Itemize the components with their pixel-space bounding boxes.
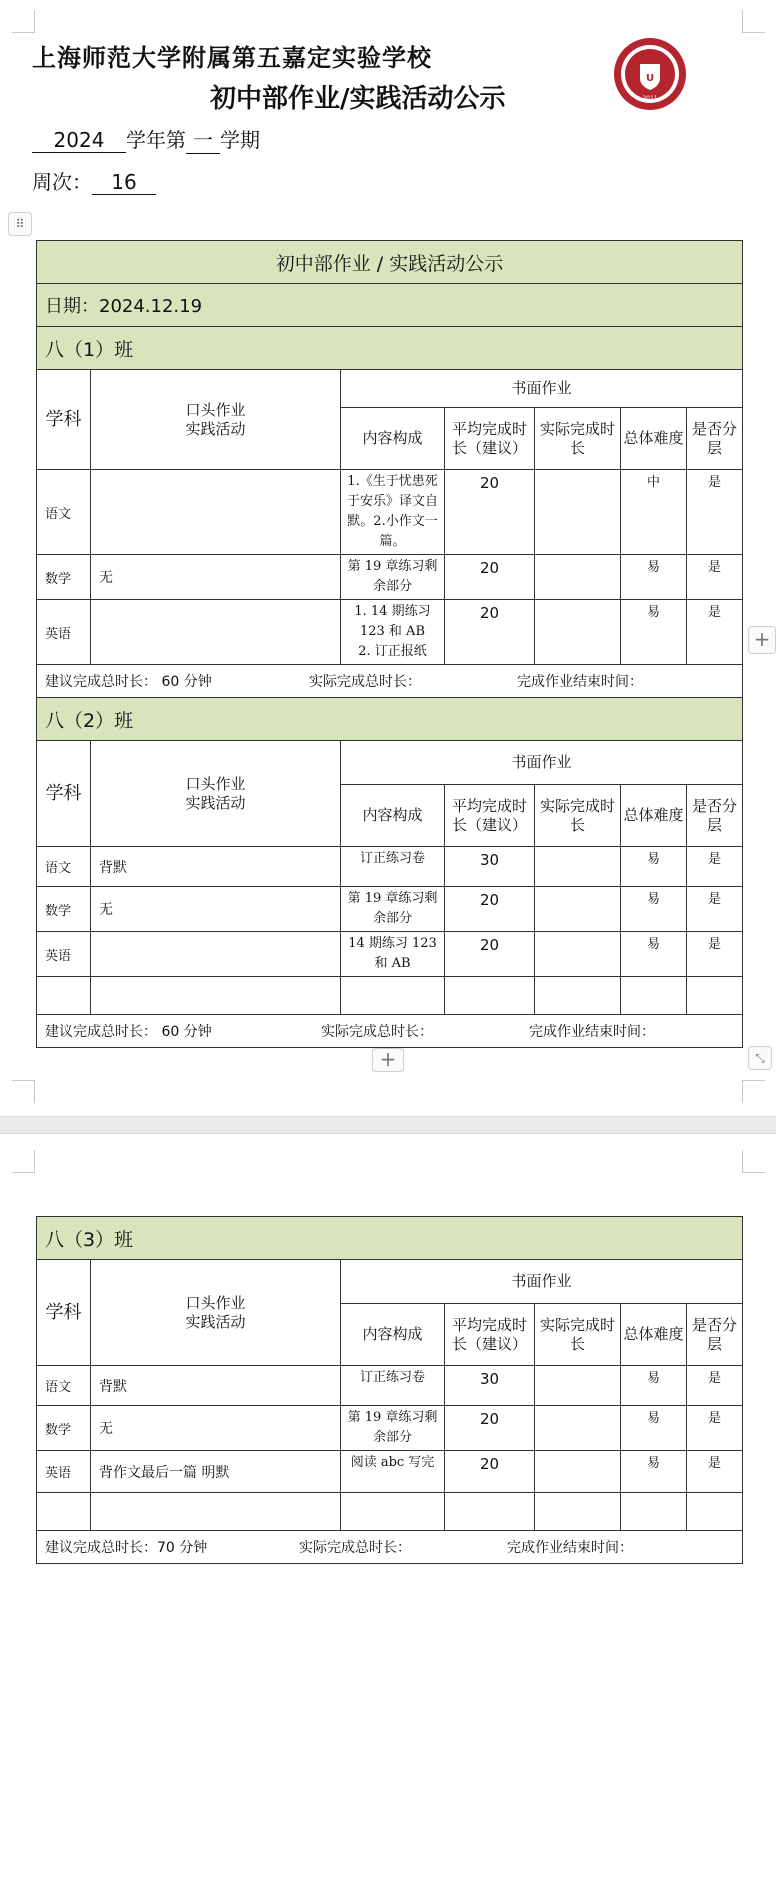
layered-header: 是否分层 [687,1304,743,1366]
term-suffix: 学期 [220,128,260,152]
class-name: 八（1）班 [37,327,743,370]
content-header: 内容构成 [341,1304,445,1366]
oral-header: 口头作业 实践活动 [91,1260,341,1366]
class-name: 八（3）班 [37,1217,743,1260]
add-row-plus-icon[interactable]: + [372,1048,404,1072]
week-number: 16 [92,170,156,195]
oral-header: 口头作业 实践活动 [91,741,341,847]
logo-year: 2011 [642,95,658,102]
avg-time-header: 平均完成时长（建议） [445,785,535,847]
written-header: 书面作业 [341,370,743,408]
page-corner-mark [12,1150,35,1173]
table-row: 语文 背默 订正练习卷 30 易 是 [37,1366,743,1406]
page-corner-mark [12,10,35,33]
term-number: 一 [186,124,220,154]
school-year: 2024 [32,128,126,153]
week-line [32,166,156,195]
table-banner: 初中部作业 / 实践活动公示 [37,241,743,284]
expand-icon[interactable]: ⤡ [748,1046,772,1070]
table-row: 语文 1.《生于忧患死于安乐》译文自默。2.小作文一篇。 20 中 是 [37,470,743,555]
week-label: 周次： [32,170,92,194]
summary-row: 建议完成总时长： 60 分钟 实际完成总时长： 完成作业结束时间： [37,1015,743,1048]
table-row: 英语 14 期练习 123 和 AB 20 易 是 [37,932,743,977]
homework-table-page1 [36,240,743,1048]
table-row: 英语 背作文最后一篇 明默 阅读 abc 写完 20 易 是 [37,1451,743,1493]
table-row: 语文 背默 订正练习卷 30 易 是 [37,847,743,887]
avg-time-header: 平均完成时长（建议） [445,1304,535,1366]
table-row: 英语 1. 14 期练习 123 和 AB 2. 订正报纸 20 易 是 [37,600,743,665]
document-title: 初中部作业/实践活动公示 [210,84,506,114]
add-column-plus-icon[interactable]: + [748,626,776,654]
actual-time-header: 实际完成时长 [535,408,621,470]
difficulty-header: 总体难度 [621,408,687,470]
year-suffix: 学年第 [126,128,186,152]
written-header: 书面作业 [341,1260,743,1304]
page-corner-mark [742,1080,765,1103]
oral-header: 口头作业 实践活动 [91,370,341,470]
table-row: 数学 无 第 19 章练习剩余部分 20 易 是 [37,1406,743,1451]
page-gap [0,1116,776,1134]
written-header: 书面作业 [341,741,743,785]
content-header: 内容构成 [341,408,445,470]
summary-row: 建议完成总时长： 60 分钟 实际完成总时长： 完成作业结束时间： [37,665,743,698]
avg-time-header: 平均完成时长（建议） [445,408,535,470]
drag-handle-icon[interactable]: ⠿ [8,212,32,236]
school-logo [612,36,688,112]
page-corner-mark [12,1080,35,1103]
layered-header: 是否分层 [687,408,743,470]
homework-table-page2 [36,1216,743,1564]
actual-time-header: 实际完成时长 [535,1304,621,1366]
difficulty-header: 总体难度 [621,1304,687,1366]
subject-header: 学科 [37,1260,91,1366]
svg-text:U: U [645,73,655,84]
page-corner-mark [742,10,765,33]
summary-row: 建议完成总时长：70 分钟 实际完成总时长： 完成作业结束时间： [37,1531,743,1564]
content-header: 内容构成 [341,785,445,847]
table-row: 数学 无 第 19 章练习剩余部分 20 易 是 [37,555,743,600]
page-corner-mark [742,1150,765,1173]
table-date: 日期：2024.12.19 [37,284,743,327]
difficulty-header: 总体难度 [621,785,687,847]
layered-header: 是否分层 [687,785,743,847]
subject-header: 学科 [37,370,91,470]
term-line [32,124,260,154]
class-name: 八（2）班 [37,698,743,741]
empty-row [37,1493,743,1531]
empty-row [37,977,743,1015]
school-name: 上海师范大学附属第五嘉定实验学校 [32,43,432,72]
actual-time-header: 实际完成时长 [535,785,621,847]
subject-header: 学科 [37,741,91,847]
table-row: 数学 无 第 19 章练习剩余部分 20 易 是 [37,887,743,932]
